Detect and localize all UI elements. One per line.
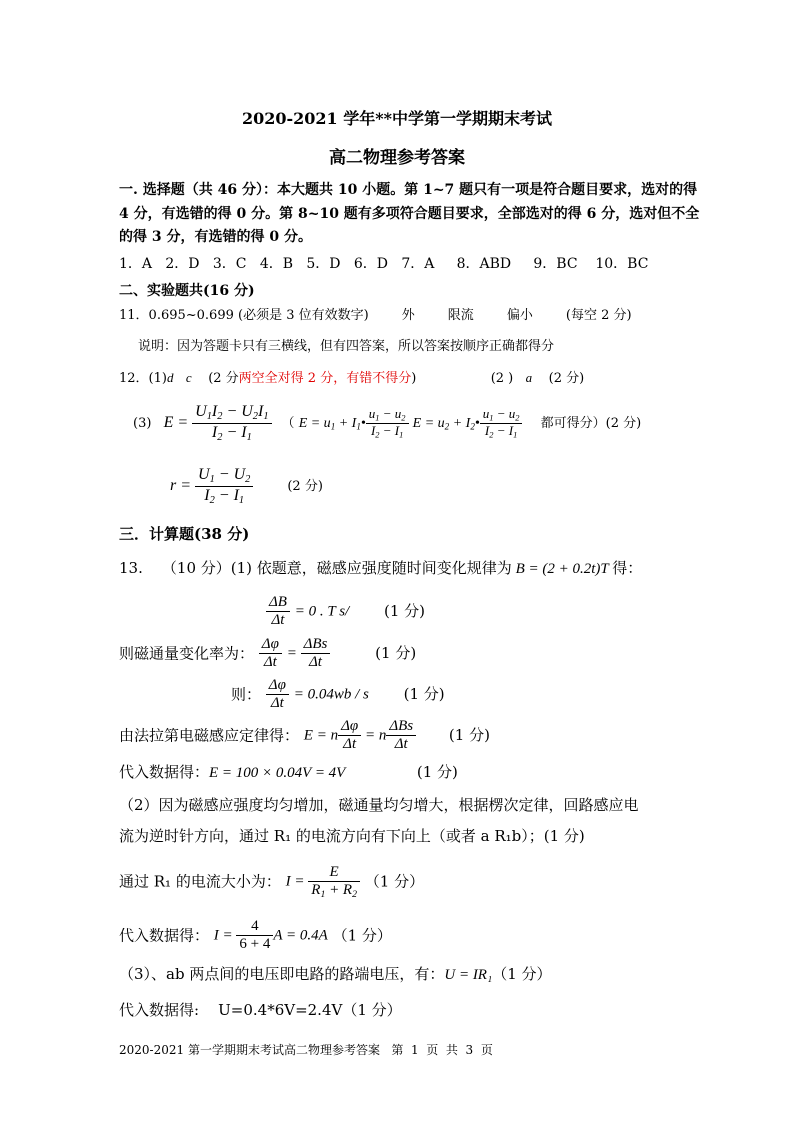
frac-dbdt: $\frac{\Delta B}{\Delta t}$ [266,594,290,630]
sub2-label: 代入数据得： [119,926,210,945]
frac-current: $\frac{E}{R_1 + R_2}$ [308,864,360,900]
sub2-tail: A = 0.4A [273,927,328,944]
q12-3-note: 都可得分）(2 分) [540,416,642,432]
frac-sub2: $\frac{4}{6 + 4}$ [236,918,273,954]
q12-3-label: (3) [133,416,152,432]
formula-r: r = $\frac{U_1 - U_2}{I_2 - I_1}$ [170,477,257,494]
q12-part3 [133,403,641,444]
frac-e-main: $\frac{U_1I_2 - U_2I_1}{I_2 - I_1}$ [192,403,271,444]
part2-line1: （2）因为磁感应强度均匀增加，磁通量均匀增大，根据楞次定律，回路感应电 [119,796,639,814]
part2-line2: 流为逆时针方向，通过 R₁ 的电流方向有下向上（或者 a R₁b）；(1 分) [119,827,585,845]
formula-e-alt1: $E = u_1$ + $I_1•$ $\frac{u_1 - u_2}{I_2 - I_1}$ [299,416,409,431]
faraday-line: 由法拉第电磁感应定律得： E = n $\frac{\Delta\varphi}{\Delta t}$ = n $\frac{\text{ΔBs}}{\Delta t}$ (1 分) [119,718,490,753]
current-label: 通过 R₁ 的电流大小为： [119,872,281,891]
faraday-pts: (1 分) [448,726,490,745]
part3-text: （3）、ab 两点间的电压即电路的路端电压，有： [119,965,445,983]
sub1-eq: E = 100 × 0.04V = 4V [209,765,346,781]
frac-dbsdt: $\frac{\text{ΔBs}}{\Delta t}$ [301,636,331,672]
q12-red-note: 两空全对得 2 分，有错不得分 [238,371,412,386]
q13-intro-text: 13. （10 分）(1) 依题意，磁感应强度随时间变化规律为 [119,559,512,577]
faraday-label: 由法拉第电磁感应定律得： [119,726,300,745]
q12-r-line [170,466,323,507]
part3-eq: U = IR₁ [444,967,493,983]
sub1-pts: (1 分) [416,763,458,781]
current-line: 通过 R₁ 的电流大小为： I = $\frac{E}{R_1 + R_2}$ （1 分） [119,864,425,901]
section1-desc-line3: 的得 3 分，有选错的得 0 分。 [119,229,312,245]
q12-line [119,371,584,385]
q12-prefix: 12．(1) [119,371,167,386]
flux-rate-label: 则磁通量变化率为： [119,644,255,663]
sub2-line: 代入数据得： I = $\frac{4}{6 + 4}$ A = 0.4A （1 分） [119,918,392,953]
part3-pts: （1 分） [492,965,552,983]
q11-answer: 11．0.695~0.699 (必须是 3 位有效数字) 外 限流 偏小 (每空 2 分) [119,308,632,323]
q12-d: d [166,370,174,385]
q12-paren-open: (2 分 [208,371,239,386]
sub1-line [119,765,458,781]
flux-value: 0.04wb / s [307,686,369,703]
q13-b-formula: B = (2 + 0.2t)T [511,561,613,577]
section2-heading: 二、实验题共(16 分) [119,283,255,299]
then-label: 则： [231,685,262,704]
section1-desc-line2: 4 分，有选错的得 0 分。第 8~10 题有多项符合题目要求，全部选对的得 6 分，选对但不全 [119,206,700,222]
q12-c: c [185,370,192,385]
flux-rate-line: 则磁通量变化率为： $\frac{\Delta\varphi}{\Delta t}$ = $\frac{\text{ΔBs}}{\Delta t}$ (1 分) [119,636,417,671]
dbdt-pts: (1 分) [383,602,426,621]
q11-note: 说明：因为答题卡只有三横线，但有四答案，所以答案按顺序正确都得分 [138,339,555,354]
section3-heading: 三．计算题(38 分) [119,525,250,543]
q12-paren-close: ) [411,371,417,386]
frac-faraday-2: $\frac{\text{ΔBs}}{\Delta t}$ [386,718,416,754]
q12-r-pts: (2 分) [287,479,323,495]
footer-page: 第 1 页 共 3 页 [391,1043,493,1057]
q13-intro-end: 得： [612,559,643,577]
part3-line [119,967,552,983]
q12-part2: (2 ) [490,371,514,386]
sub1-label: 代入数据得： [119,763,210,781]
frac-dphidt-2: $\frac{\Delta\varphi}{\Delta t}$ [266,677,289,713]
q12-pts2: (2 分) [548,371,585,386]
sub3-line: 代入数据得: U=0.4*6V=2.4V（1 分） [119,1001,402,1019]
dbdt-line: $\frac{\Delta B}{\Delta t}$ = 0 . T s/ (1 分) [266,594,425,630]
q13-intro [119,561,642,577]
dbdt-value: 0 . T s/ [308,603,350,620]
q12-3-open: （ [281,416,295,432]
flux-value-line: 则： $\frac{\Delta\varphi}{\Delta t}$ = 0.04wb / s (1 分) [231,677,445,712]
current-pts: （1 分） [364,872,425,891]
page-subtitle: 高二物理参考答案 [329,148,465,168]
formula-e-main: E = $\frac{U_1I_2 - U_2I_1}{I_2 - I_1}$ [164,414,276,431]
q12-a: a [525,370,533,385]
sub2-pts: （1 分） [332,926,392,945]
section1-answers: 1．A 2．D 3．C 4．B 5．D 6．D 7．A 8．ABD 9．BC 10．BC [119,256,649,272]
frac-dphidt: $\frac{\Delta\varphi}{\Delta t}$ [259,636,282,672]
formula-e-alt2: $E = u_2$ + $I_2•$ $\frac{u_1 - u_2}{I_2 - I_1}$ [413,416,523,431]
section1-desc-line1: 一. 选择题（共 46 分）：本大题共 10 小题。第 1~7 题只有一项是符合题目要求，选对的得 [119,182,698,198]
footer-left: 2020-2021 第一学期期末考试高二物理参考答案 [119,1043,380,1057]
page-title: 2020-2021 学年**中学第一学期期末考试 [241,109,552,128]
footer [119,1044,493,1056]
flux-rate-pts: (1 分) [375,644,417,663]
frac-r: $\frac{U_1 - U_2}{I_2 - I_1}$ [195,466,253,507]
frac-faraday-1: $\frac{\Delta\varphi}{\Delta t}$ [338,718,361,754]
flux-value-pts: (1 分) [403,685,445,704]
